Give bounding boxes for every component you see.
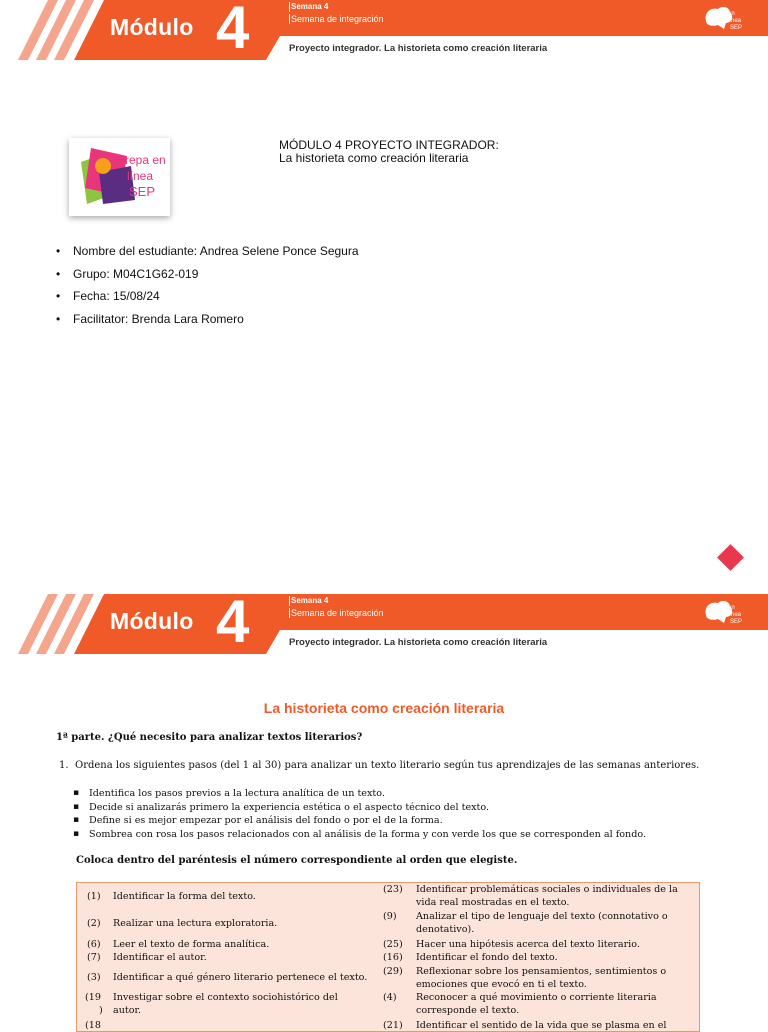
bullet-item: ▪ Decide si analizarás primero la experiencia estética o el aspecto técnico del texto. [73,802,646,816]
module-header [0,588,768,656]
header-subtitle: Proyecto integrador. La historieta como creación literaria [289,637,548,648]
prepa-en-linea-logo [69,138,170,216]
logo-text-2: línea [127,169,154,183]
prepa-logo-icon [702,3,742,33]
right-step: (4) Reconocer a qué movimiento o corriente literaria corresponde el texto. [383,992,657,1016]
page-2 [0,588,768,1031]
svg-text:SEP: SEP [730,25,742,31]
svg-text:SEP: SEP [730,619,742,625]
svg-text:línea: línea [728,612,742,618]
svg-text:en: en [728,605,735,611]
week-label: Semana 4 [291,596,329,605]
student-info-list [56,244,359,334]
right-step: (29) Reflexionar sobre los pensamientos, sentimientos o emociones que evocó en ti el texto. [383,966,667,990]
logo-text-1: Prepa en [117,153,166,167]
week-subtitle: Semana de integración [291,14,384,24]
order-instruction: Coloca dentro del paréntesis el número correspondiente al orden que elegiste. [76,855,518,866]
week-subtitle: Semana de integración [291,608,384,618]
question-text: Ordena los siguientes pasos (del 1 al 30) para analizar un texto literario según tus aprendizajes de las semanas anteriores. [75,760,700,771]
bullet-item: ▪ Identifica los pasos previos a la lectura analítica de un texto. [73,788,646,802]
logo-text-3: SEP [129,184,156,199]
module-header [0,0,768,64]
right-step: (23) Identificar problemáticas sociales o individuales de la vida real mostradas en el texto. [383,884,678,908]
prepa-logo-card [69,138,170,216]
right-step: (9) Analizar el tipo de lenguaje del texto (connotativo o denotativo). [383,911,668,935]
module-number: 4 [216,588,250,655]
diamond-decoration [717,544,744,571]
title-line-2: La historieta como creación literaria [279,151,469,165]
left-step: (19 ) Investigar sobre el contexto sociohistórico del autor. [85,992,338,1016]
prepa-logo-icon [702,597,742,627]
module-word: Módulo [110,608,194,634]
steps-table: (1) Identificar la forma del texto. (2) Realizar una lectura exploratoria. (6) Leer el texto de forma analítica. (7) Identificar el autor. (3) Identificar a qué género literario pertenece el texto. (19 ) Investigar sobre el contexto sociohistórico del autor. (18 (23) Identificar problemáticas sociales o individuales de la vida real mostradas en el texto. (9) Analizar el tipo de lenguaje del texto (connotativo o denotativo). (25) Hacer una hipótesis acerca del texto literario. (16) Identificar el fondo del texto. (29) Reflexionar sobre los pensamientos, sentimientos o emociones que evocó en ti el texto. (4) Reconocer a qué movimiento o corriente literaria corresponde el texto. (21) Identificar el sentido de la vida que se plasma en el [76,882,700,1032]
project-title [279,139,499,165]
facilitator-name: • Facilitator: Brenda Lara Romero [56,312,359,335]
week-label: Semana 4 [291,2,329,11]
submission-date: • Fecha: 15/08/24 [56,289,359,312]
module-number: 4 [216,0,250,61]
svg-text:en: en [728,11,735,17]
title-line-1: MÓDULO 4 PROYECTO INTEGRADOR: [279,138,499,152]
section-title: La historieta como creación literaria [263,700,505,716]
bullet-item: ▪ Sombrea con rosa los pasos relacionados con al análisis de la forma y con verde los que se corresponden al fondo. [73,829,646,843]
student-name: • Nombre del estudiante: Andrea Selene Ponce Segura [56,244,359,267]
question-number: 1. [59,760,69,771]
student-group: • Grupo: M04C1G62-019 [56,267,359,290]
question-1 [59,760,699,771]
bullet-item: ▪ Define si es mejor empezar por el análisis del fondo o por el de la forma. [73,815,646,829]
part-1-heading: 1ª parte. ¿Qué necesito para analizar textos literarios? [56,732,363,743]
header-subtitle: Proyecto integrador. La historieta como creación literaria [289,43,548,54]
module-word: Módulo [110,14,194,40]
svg-text:línea: línea [728,18,742,24]
instruction-bullets [73,788,646,842]
